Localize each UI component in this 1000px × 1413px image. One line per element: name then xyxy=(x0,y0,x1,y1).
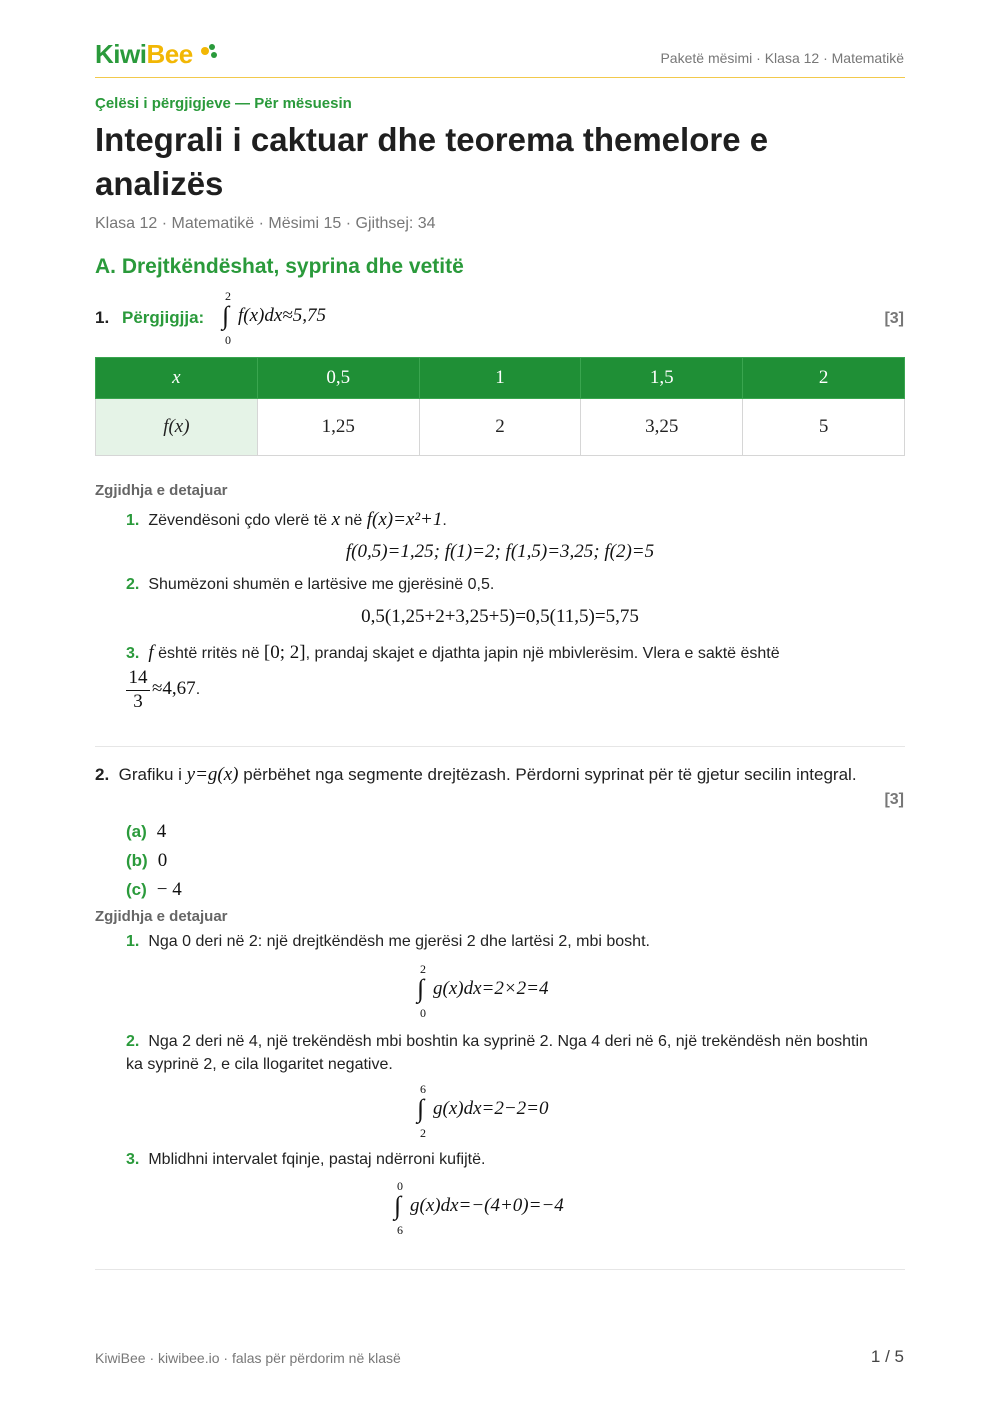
table-row xyxy=(96,399,905,456)
question-divider xyxy=(95,746,905,747)
interval: [0; 2] xyxy=(263,642,306,663)
table-header-cell: 2 xyxy=(743,358,905,399)
section-a-heading: A. Drejtkëndëshat, syprina dhe vetitë xyxy=(95,255,464,278)
approx-value: ≈4,67 xyxy=(152,678,196,699)
fraction-denominator: 3 xyxy=(126,690,150,713)
table-header-row xyxy=(96,358,905,399)
table-cell: 3,25 xyxy=(581,399,743,456)
step-number: 2. xyxy=(126,576,140,593)
header-divider xyxy=(95,77,905,78)
integral-expression: g(x)dx=2×2=4 xyxy=(433,978,549,999)
q1-solution-heading: Zgjidhja e detajuar xyxy=(95,482,228,499)
question-2-prompt: 2. Grafiku i y=g(x) përbëhet nga segmente drejtëzash. Përdorni syprinat për të gjetur secilin integral. xyxy=(95,764,857,785)
values-table xyxy=(95,357,905,456)
q1-step-1-display: f(0,5)=1,25; f(1)=2; f(1,5)=3,25; f(2)=5 xyxy=(345,541,655,562)
step-number: 2. xyxy=(126,1033,140,1050)
table-cell: 2 xyxy=(419,399,581,456)
table-header-cell: 1 xyxy=(419,358,581,399)
integral-upper-limit: 0 xyxy=(397,1179,403,1193)
integral-lower-limit: 6 xyxy=(397,1223,403,1237)
option-a: (a) 4 xyxy=(126,821,167,842)
logo-kiwi: Kiwi xyxy=(95,39,147,69)
q2-step-3: 3. Mblidhni intervalet fqinje, pastaj ndërroni kufijtë. xyxy=(126,1151,486,1168)
integral-upper-limit: 6 xyxy=(420,1082,426,1096)
fraction-numerator: 14 xyxy=(128,667,148,688)
breadcrumb: Paketë mësimi · Klasa 12 · Matematikë xyxy=(660,50,904,66)
function-expression: y=g(x) xyxy=(186,764,239,785)
integral-upper-limit: 2 xyxy=(420,962,426,976)
page-number: 1 / 5 xyxy=(870,1347,904,1366)
page-title: Integrali i caktuar dhe teorema themelore e analizës xyxy=(95,121,769,202)
integral-upper-limit: 2 xyxy=(225,289,231,303)
integral-lower-limit: 0 xyxy=(420,1006,426,1020)
integral-expression: g(x)dx=2−2=0 xyxy=(433,1098,549,1119)
q1-step-3: 3. f është rritës në [0; 2], prandaj skajet e djathta japin një mbivlerësim. Vlera e saktë është xyxy=(126,642,780,663)
table-header-cell: 1,5 xyxy=(581,358,743,399)
logo-bee: Bee xyxy=(146,39,193,69)
integral-lower-limit: 2 xyxy=(420,1126,426,1140)
integral-expression: f(x)dx≈5,75 xyxy=(238,305,326,326)
footer-credit: KiwiBee · kiwibee.io · falas për përdorim në klasë xyxy=(95,1350,401,1366)
question-2-number: 2. xyxy=(95,765,110,784)
question-1-number: 1. xyxy=(95,308,110,327)
step-number: 1. xyxy=(126,512,140,529)
integral-lower-limit: 0 xyxy=(225,333,231,347)
lesson-meta: Klasa 12 · Matematikë · Mësimi 15 · Gjithsej: 34 xyxy=(95,215,436,232)
q1-step-2-display: 0,5(1,25+2+3,25+5)=0,5(11,5)=5,75 xyxy=(361,606,639,627)
option-b: (b) 0 xyxy=(126,850,168,871)
q2-step-1: 1. Nga 0 deri në 2: një drejtkëndësh me gjerësi 2 dhe lartësi 2, mbi bosht. xyxy=(126,933,650,950)
table-cell: 1,25 xyxy=(257,399,419,456)
function-definition: f(x)=x²+1 xyxy=(366,509,443,530)
question-divider xyxy=(95,1269,905,1270)
q2-marks: [3] xyxy=(884,791,904,808)
answer-label: Përgjigjja: xyxy=(122,308,205,327)
table-header-cell: 0,5 xyxy=(257,358,419,399)
step-number: 3. xyxy=(126,1151,140,1168)
q2-solution-heading: Zgjidhja e detajuar xyxy=(95,908,228,925)
bee-dots-icon xyxy=(199,42,219,62)
integral-expression: g(x)dx=−(4+0)=−4 xyxy=(410,1195,564,1216)
fraction xyxy=(126,667,150,713)
option-c: (c) − 4 xyxy=(126,879,182,900)
q1-step-2: 2. Shumëzoni shumën e lartësive me gjerësinë 0,5. xyxy=(126,576,495,593)
table-cell: 5 xyxy=(743,399,905,456)
table-row-label: f(x) xyxy=(96,399,258,456)
q2-step-2: 2. Nga 2 deri në 4, një trekëndësh mbi boshtin ka syprinë 2. Nga 4 deri në 6, një trekëndësh nën boshtin ka syprinë 2, e cila llogaritet negative. xyxy=(126,1033,868,1073)
kiwibee-logo xyxy=(95,39,193,70)
q1-marks: [3] xyxy=(884,310,904,327)
step-number: 3. xyxy=(126,645,140,662)
answer-key-kicker: Çelësi i përgjigjeve — Për mësuesin xyxy=(95,95,352,112)
step-number: 1. xyxy=(126,933,140,950)
table-header-cell: x xyxy=(96,358,258,399)
q1-step-1: 1. Zëvendësoni çdo vlerë të x në f(x)=x²+1. xyxy=(126,509,447,530)
